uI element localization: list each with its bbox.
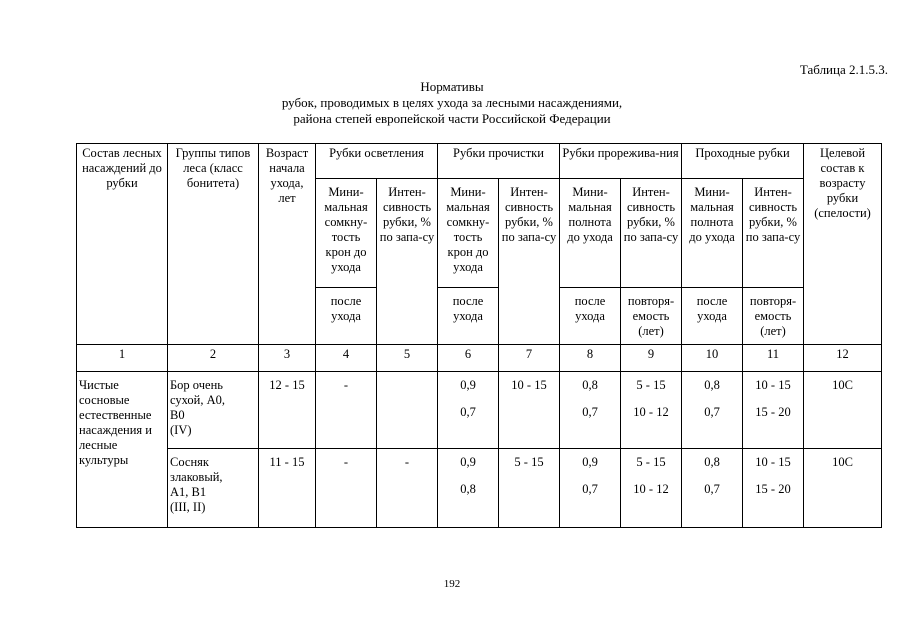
value-before: 0,8 xyxy=(582,378,598,392)
cell-target: 10С xyxy=(804,449,882,528)
header-composition: Состав лесных насаждений до рубки xyxy=(77,144,168,345)
header-target-composition: Целевой состав к возрасту рубки (спелости) xyxy=(804,144,882,345)
value-after: 0,7 xyxy=(582,482,598,496)
forest-type-line: В0 xyxy=(170,408,185,422)
value-repeat: 15 - 20 xyxy=(755,482,791,496)
header-osv-min-density: Мини-мальная сомкну-тость крон до ухода xyxy=(316,179,377,288)
header-prohod-after: после ухода xyxy=(682,288,743,345)
value-intensity: 5 - 15 xyxy=(636,378,666,392)
cell-forest-type xyxy=(168,449,259,528)
value-after: 0,7 xyxy=(704,405,720,419)
col-number: 11 xyxy=(743,345,804,372)
value-after: 0,8 xyxy=(460,482,476,496)
col-number: 8 xyxy=(560,345,621,372)
cell-prohod-fullness xyxy=(682,449,743,528)
cell-forest-type xyxy=(168,372,259,449)
value-before: 0,9 xyxy=(582,455,598,469)
cell-proch-density xyxy=(438,449,499,528)
cell-prorezh-fullness xyxy=(560,372,621,449)
col-number: 5 xyxy=(377,345,438,372)
column-numbers-row xyxy=(77,345,882,372)
forest-type-line: (IV) xyxy=(170,423,192,437)
header-prorezh-min-fullness: Мини-мальная полнота до ухода xyxy=(560,179,621,288)
value-after: 0,7 xyxy=(704,482,720,496)
forest-type-line: (III, II) xyxy=(170,500,206,514)
norms-table xyxy=(76,143,882,528)
header-proch-after: после ухода xyxy=(438,288,499,345)
col-number: 4 xyxy=(316,345,377,372)
cell-prorezh-intensity xyxy=(621,372,682,449)
header-group-prochistka: Рубки прочистки xyxy=(438,144,560,179)
col-number: 12 xyxy=(804,345,882,372)
header-group-prorezhivanie: Рубки прорежива-ния xyxy=(560,144,682,179)
header-row-groups xyxy=(77,144,882,179)
table-number: Таблица 2.1.5.3. xyxy=(799,62,888,77)
value-before: 0,9 xyxy=(460,378,476,392)
header-group-osvetlenie: Рубки осветления xyxy=(316,144,438,179)
cell-prohod-fullness xyxy=(682,372,743,449)
cell-osv-intensity xyxy=(377,372,438,449)
page-number: 192 xyxy=(443,578,461,590)
value-intensity: 10 - 15 xyxy=(755,378,791,392)
cell-osv-intensity: - xyxy=(377,449,438,528)
cell-proch-intensity: 10 - 15 xyxy=(499,372,560,449)
header-proch-min-density: Мини-мальная сомкну-тость крон до ухода xyxy=(438,179,499,288)
header-osv-intensity: Интен-сивность рубки, % по запа-су xyxy=(377,179,438,345)
cell-composition: Чистые сосновые естественные насаждения и лесные культуры xyxy=(77,372,168,528)
forest-type-line: Бор очень сухой, А0, xyxy=(170,378,225,407)
col-number: 9 xyxy=(621,345,682,372)
header-prohod-min-fullness: Мини-мальная полнота до ухода xyxy=(682,179,743,288)
col-number: 3 xyxy=(259,345,316,372)
cell-prorezh-fullness xyxy=(560,449,621,528)
col-number: 7 xyxy=(499,345,560,372)
col-number: 2 xyxy=(168,345,259,372)
header-start-age: Возраст начала ухода, лет xyxy=(259,144,316,345)
value-intensity: 10 - 15 xyxy=(755,455,791,469)
value-before: 0,9 xyxy=(460,455,476,469)
cell-proch-intensity: 5 - 15 xyxy=(499,449,560,528)
header-prorezh-intensity: Интен-сивность рубки, % по запа-су xyxy=(621,179,682,288)
forest-type-line: Сосняк злаковый, xyxy=(170,455,223,484)
cell-proch-density xyxy=(438,372,499,449)
table-title xyxy=(0,79,904,127)
header-osv-after: после ухода xyxy=(316,288,377,345)
value-before: 0,8 xyxy=(704,378,720,392)
value-intensity: 5 - 15 xyxy=(636,455,666,469)
cell-prohod-intensity xyxy=(743,372,804,449)
col-number: 10 xyxy=(682,345,743,372)
value-repeat: 10 - 12 xyxy=(633,405,669,419)
header-group-prohodnye: Проходные рубки xyxy=(682,144,804,179)
header-prorezh-repeat: повторя-емость (лет) xyxy=(621,288,682,345)
cell-osv-density: - xyxy=(316,372,377,449)
title-line-2: рубок, проводимых в целях ухода за лесными насаждениями, xyxy=(281,95,623,110)
title-line-3: района степей европейской части Российской Федерации xyxy=(293,111,611,126)
value-after: 0,7 xyxy=(460,405,476,419)
forest-type-line: А1, В1 xyxy=(170,485,207,499)
cell-age: 11 - 15 xyxy=(259,449,316,528)
header-forest-type: Группы типов леса (класс бонитета) xyxy=(168,144,259,345)
header-proch-intensity: Интен-сивность рубки, % по запа-су xyxy=(499,179,560,345)
value-before: 0,8 xyxy=(704,455,720,469)
value-repeat: 15 - 20 xyxy=(755,405,791,419)
table-row xyxy=(77,449,882,528)
table-row xyxy=(77,372,882,449)
value-repeat: 10 - 12 xyxy=(633,482,669,496)
cell-age: 12 - 15 xyxy=(259,372,316,449)
value-after: 0,7 xyxy=(582,405,598,419)
cell-target: 10С xyxy=(804,372,882,449)
header-prohod-intensity: Интен-сивность рубки, % по запа-су xyxy=(743,179,804,288)
cell-prorezh-intensity xyxy=(621,449,682,528)
header-prohod-repeat: повторя-емость (лет) xyxy=(743,288,804,345)
header-prorezh-after: после ухода xyxy=(560,288,621,345)
col-number: 1 xyxy=(77,345,168,372)
title-line-1: Нормативы xyxy=(420,79,484,94)
cell-osv-density: - xyxy=(316,449,377,528)
cell-prohod-intensity xyxy=(743,449,804,528)
col-number: 6 xyxy=(438,345,499,372)
